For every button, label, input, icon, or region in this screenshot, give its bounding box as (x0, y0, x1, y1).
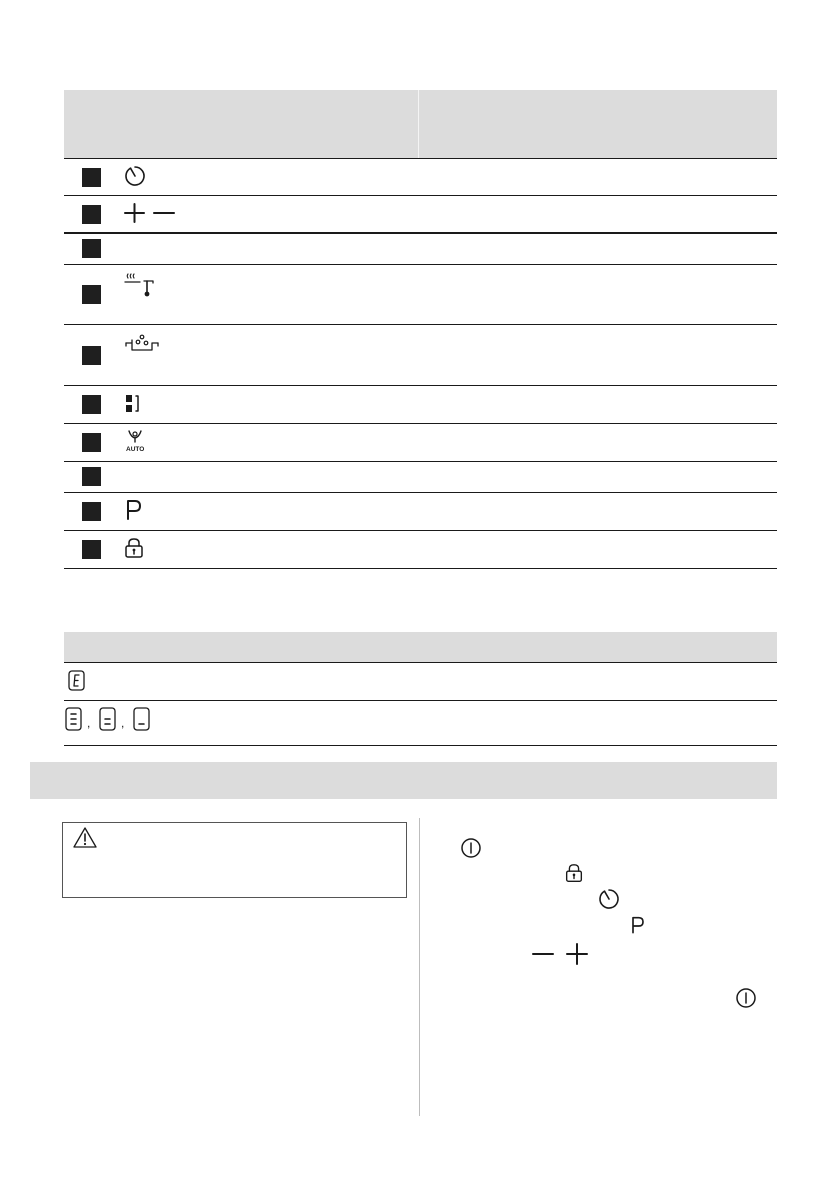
boil-icon (122, 331, 162, 361)
hob2hood-auto-label: AUTO (126, 446, 145, 453)
table-header (64, 90, 777, 158)
residual-heat-icon (62, 705, 162, 733)
row-marker (82, 502, 101, 521)
row-divider (64, 158, 777, 159)
row-marker (82, 285, 101, 304)
svg-text:,: , (121, 716, 125, 730)
on-off-icon (458, 836, 484, 860)
row-divider (64, 492, 777, 493)
hob2hood-auto-icon (122, 427, 150, 455)
row-marker (82, 540, 101, 559)
header-divider (418, 90, 419, 158)
row-divider (64, 461, 777, 462)
table2-header (64, 632, 777, 662)
row-divider (64, 423, 777, 424)
table2-divider (64, 662, 777, 663)
timer-icon (122, 164, 148, 190)
row-marker (82, 467, 101, 486)
error-display-icon (66, 669, 90, 693)
timer-icon (596, 887, 622, 913)
table2-divider (64, 745, 777, 746)
row-divider (64, 385, 777, 386)
power-function-icon (628, 915, 648, 937)
plus-minus-icon (122, 202, 178, 226)
section-heading-bar (30, 762, 777, 799)
keep-warm-icon (122, 271, 162, 301)
power-function-icon (122, 498, 146, 524)
row-divider (64, 232, 777, 234)
on-off-icon (733, 986, 759, 1010)
row-divider (64, 324, 777, 325)
bridge-icon (122, 392, 150, 418)
minus-plus-icon (530, 942, 590, 966)
column-divider (419, 818, 420, 1116)
row-divider (64, 568, 777, 569)
row-marker (82, 346, 101, 365)
row-divider (64, 195, 777, 196)
lock-icon (122, 536, 146, 560)
row-divider (64, 264, 777, 265)
row-marker (82, 433, 101, 452)
warning-box (62, 822, 407, 898)
row-marker (82, 395, 101, 414)
warning-icon (72, 826, 98, 850)
table2-divider (64, 700, 777, 701)
row-marker (82, 239, 101, 258)
lock-icon (563, 861, 585, 885)
row-divider (64, 530, 777, 531)
row-marker (82, 168, 101, 187)
svg-text:,: , (87, 716, 91, 730)
row-marker (82, 205, 101, 224)
